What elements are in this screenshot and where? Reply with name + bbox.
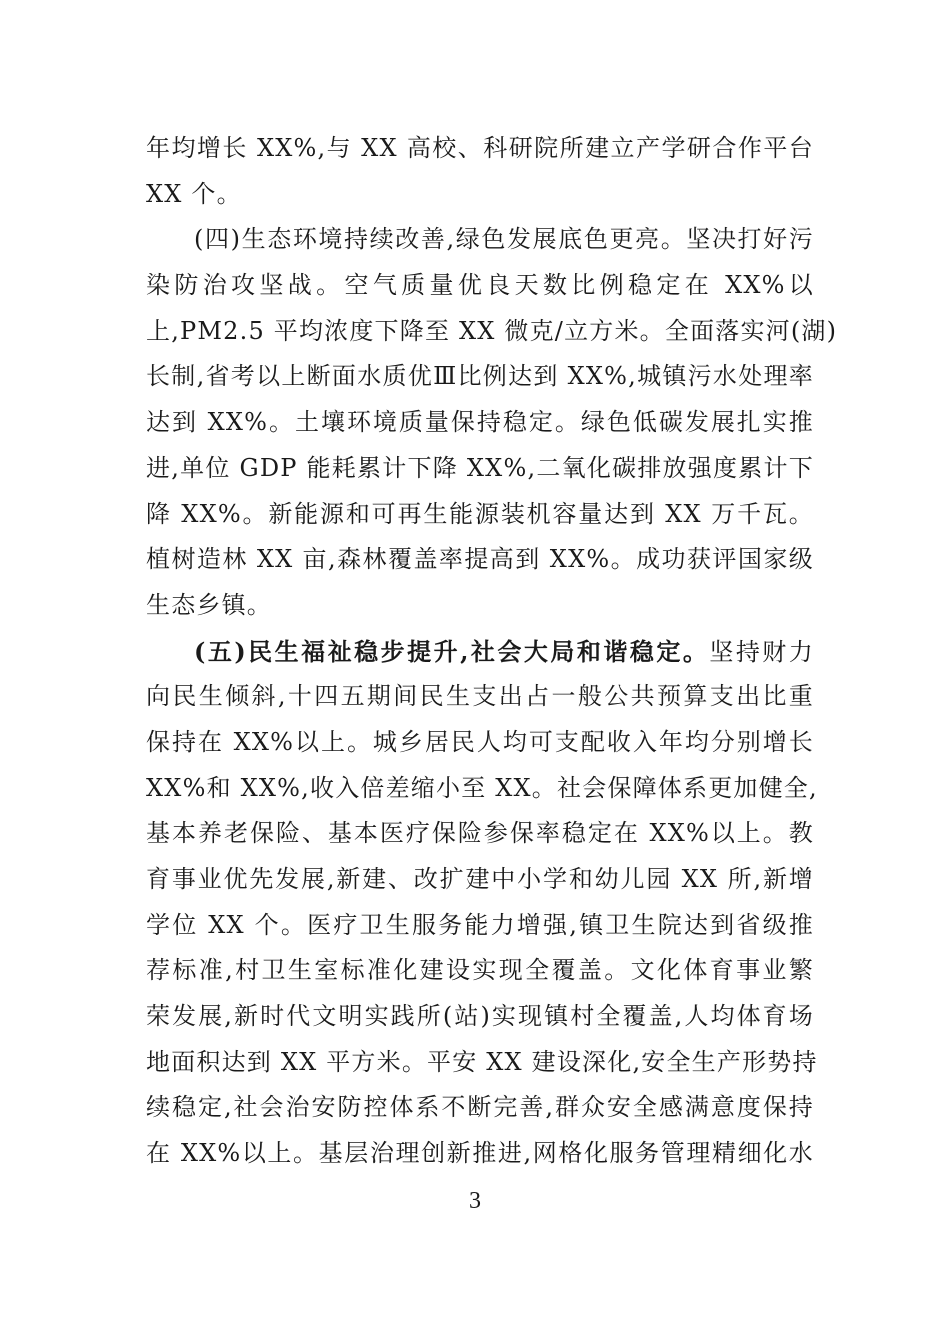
section-four-heading-line: (四)生态环境持续改善,绿色发展底色更亮。坚决打好污 [194,225,814,254]
text-line: 植树造林 XX 亩,森林覆盖率提高到 XX%。成功获评国家级 [146,545,814,574]
text-line: 地面积达到 XX 平方米。平安 XX 建设深化,安全生产形势持 [146,1047,818,1076]
text-line: 荐标准,村卫生室标准化建设实现全覆盖。文化体育事业繁 [146,956,814,985]
text-line: 染防治攻坚战。空气质量优良天数比例稳定在 XX%以 [146,271,814,300]
text-line: 年均增长 XX%,与 XX 高校、科研院所建立产学研合作平台 [146,134,814,162]
body-text [146,126,838,1177]
text-line: 基本养老保险、基本医疗保险参保率稳定在 XX%以上。教 [146,819,814,848]
text-line: 生态乡镇。 [146,590,272,619]
text-line: XX 个。 [146,179,242,208]
text-line: 达到 XX%。土壤环境质量保持稳定。绿色低碳发展扎实推 [146,408,814,437]
text-line: 学位 XX 个。医疗卫生服务能力增强,镇卫生院达到省级推 [146,910,814,939]
text-line: 荣发展,新时代文明实践所(站)实现镇村全覆盖,人均体育场 [146,1002,814,1031]
text-line: 育事业优先发展,新建、改扩建中小学和幼儿园 XX 所,新增 [146,865,814,893]
text-line: 续稳定,社会治安防控体系不断完善,群众安全感满意度保持 [146,1093,814,1122]
text-line: 向民生倾斜,十四五期间民生支出占一般公共预算支出比重 [146,682,814,711]
text-line: 保持在 XX%以上。城乡居民人均可支配收入年均分别增长 [146,727,814,756]
section-five-lead-text: 坚持财力 [709,637,814,666]
page-number: 3 [469,1188,481,1214]
text-line: XX%和 XX%,收入倍差缩小至 XX。社会保障体系更加健全, [146,773,818,802]
text-line: 降 XX%。新能源和可再生能源装机容量达到 XX 万千瓦。 [146,499,814,528]
text-line: 上,PM2.5 平均浓度下降至 XX 微克/立方米。全面落实河(湖) [146,316,838,345]
section-five-heading: (五)民生福祉稳步提升,社会大局和谐稳定。 [194,636,710,666]
section-five-heading-line [146,629,814,675]
text-line: 在 XX%以上。基层治理创新推进,网格化服务管理精细化水 [146,1139,814,1168]
text-line: 进,单位 GDP 能耗累计下降 XX%,二氧化碳排放强度累计下 [146,453,814,482]
text-line: 长制,省考以上断面水质优Ⅲ比例达到 XX%,城镇污水处理率 [146,362,814,391]
